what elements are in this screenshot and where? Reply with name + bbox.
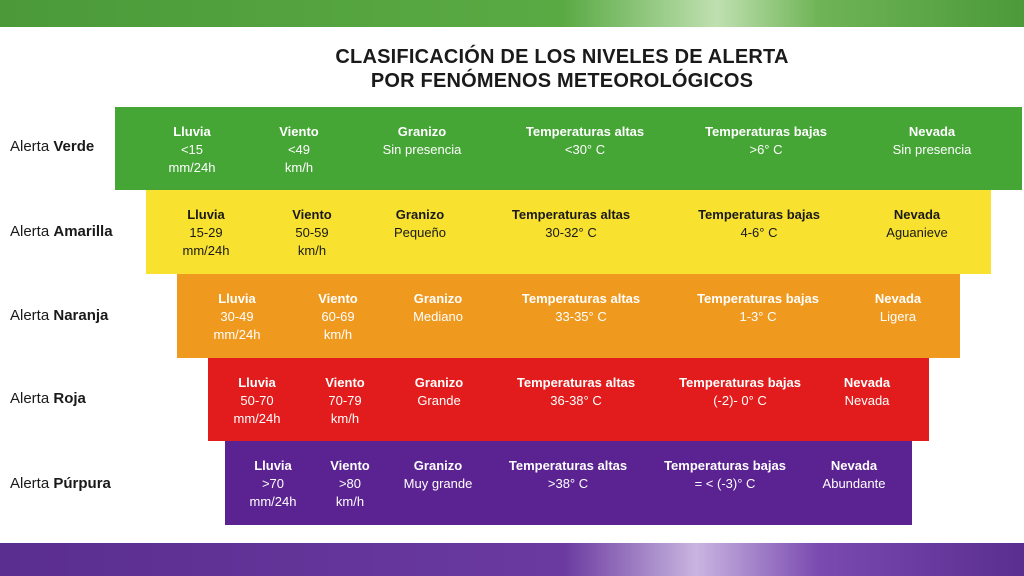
alert-band-purpura <box>225 441 912 525</box>
alert-band-amarilla <box>146 190 991 274</box>
cell-temperaturas-altas: Temperaturas altas 33-35° C <box>521 291 641 324</box>
top-banner-strip <box>0 0 1024 27</box>
cell-lluvia: Lluvia >70 mm/24h <box>249 458 297 509</box>
cell-granizo: Granizo Mediano <box>413 291 463 324</box>
cell-temperaturas-bajas: Temperaturas bajas 4-6° C <box>698 207 820 240</box>
cell-granizo: Granizo Pequeño <box>393 207 447 240</box>
cell-viento: Viento >80 km/h <box>330 458 370 509</box>
cell-temperaturas-altas: Temperaturas altas 36-38° C <box>516 375 636 408</box>
cell-temperaturas-bajas: Temperaturas bajas 1-3° C <box>697 291 819 324</box>
cell-nevada: Nevada Nevada <box>843 375 891 408</box>
title-line-1: CLASIFICACIÓN DE LOS NIVELES DE ALERTA <box>335 46 789 68</box>
cell-granizo: Granizo Sin presencia <box>382 124 462 157</box>
bottom-banner-strip <box>0 543 1024 576</box>
cell-lluvia: Lluvia <15 mm/24h <box>168 124 216 175</box>
cell-granizo: Granizo Grande <box>414 375 464 408</box>
cell-viento: Viento 70-79 km/h <box>325 375 365 426</box>
cell-granizo: Granizo Muy grande <box>403 458 473 491</box>
cell-temperaturas-bajas: Temperaturas bajas >6° C <box>705 124 827 157</box>
alert-band-verde <box>115 107 1022 190</box>
alert-label-purpura: Alerta Púrpura <box>10 475 111 492</box>
cell-viento: Viento <49 km/h <box>279 124 319 175</box>
cell-temperaturas-altas: Temperaturas altas 30-32° C <box>511 207 631 240</box>
cell-temperaturas-bajas: Temperaturas bajas (-2)- 0° C <box>679 375 801 408</box>
cell-lluvia: Lluvia 15-29 mm/24h <box>182 207 230 258</box>
cell-nevada: Nevada Ligera <box>874 291 922 324</box>
cell-temperaturas-bajas: Temperaturas bajas = < (-3)° C <box>664 458 786 491</box>
page-title <box>0 45 1024 93</box>
title-line-2: POR FENÓMENOS METEOROLÓGICOS <box>370 70 754 92</box>
cell-temperaturas-altas: Temperaturas altas >38° C <box>508 458 628 491</box>
alert-label-roja: Alerta Roja <box>10 390 86 407</box>
cell-lluvia: Lluvia 30-49 mm/24h <box>213 291 261 342</box>
alert-label-amarilla: Alerta Amarilla <box>10 223 113 240</box>
cell-lluvia: Lluvia 50-70 mm/24h <box>233 375 281 426</box>
cell-nevada: Nevada Abundante <box>822 458 886 491</box>
cell-viento: Viento 50-59 km/h <box>292 207 332 258</box>
alert-band-naranja <box>177 274 960 358</box>
cell-viento: Viento 60-69 km/h <box>318 291 358 342</box>
cell-nevada: Nevada Sin presencia <box>892 124 972 157</box>
alert-label-naranja: Alerta Naranja <box>10 307 109 324</box>
alert-label-verde: Alerta Verde <box>10 138 95 155</box>
alert-band-roja <box>208 358 929 441</box>
cell-nevada: Nevada Aguanieve <box>886 207 948 240</box>
cell-temperaturas-altas: Temperaturas altas <30° C <box>525 124 645 157</box>
